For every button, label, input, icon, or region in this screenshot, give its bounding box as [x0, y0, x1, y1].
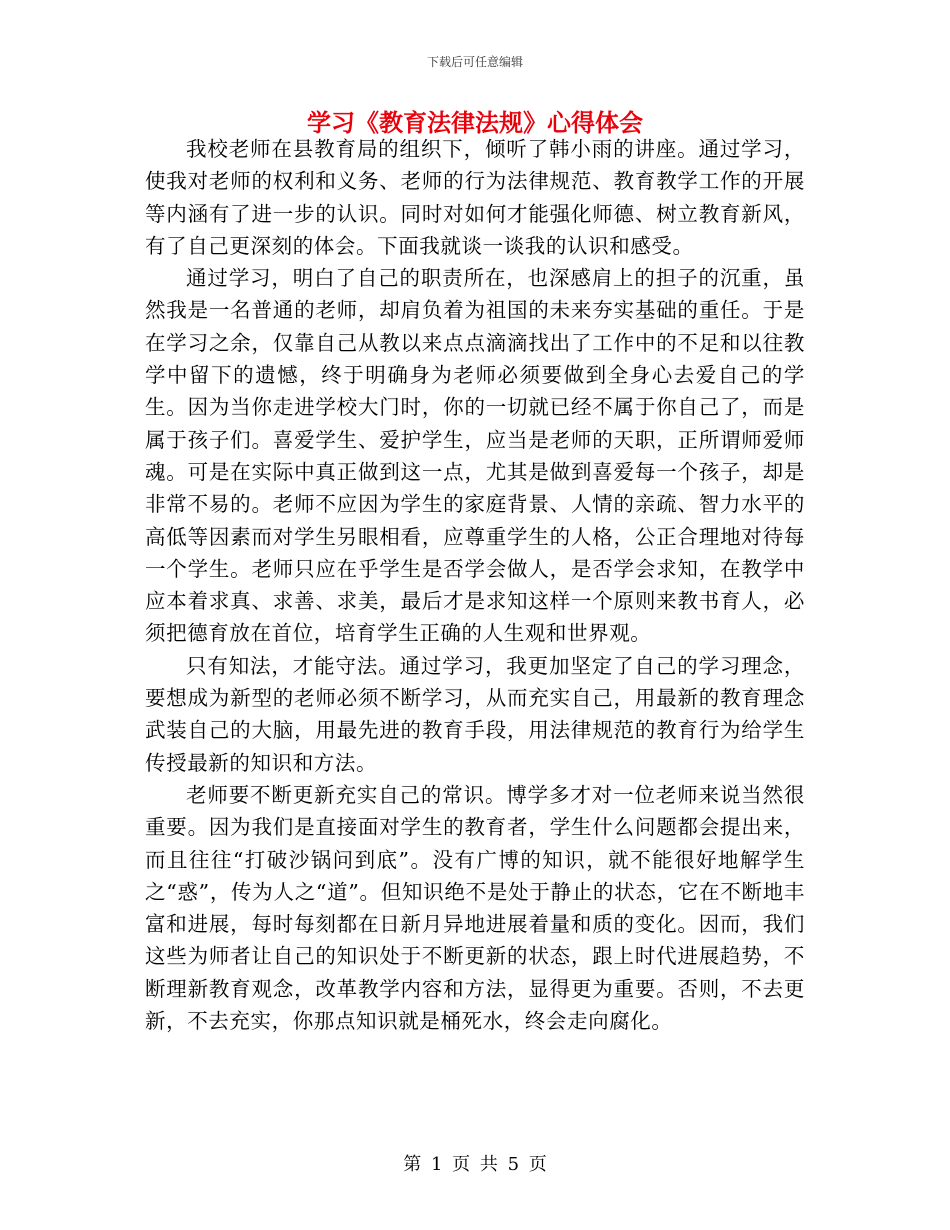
paragraph-2: 通过学习，明白了自己的职责所在，也深感肩上的担子的沉重，虽然我是一名普通的老师，却肩负着为祖国的未来夯实基础的重任。于是在学习之余，仅靠自己从教以来点点滴滴找出了工作中的不足和以往教学中留下的遗憾，终于明确身为老师必须要做到全身心去爱自己的学生。因为当你走进学校大门时，你的一切就已经不属于你自己了，而是属于孩子们。喜爱学生、爱护学生，应当是老师的天职，正所谓师爱师魂。可是在实际中真正做到这一点，尤其是做到喜爱每一个孩子，却是非常不易的。老师不应因为学生的家庭背景、人情的亲疏、智力水平的高低等因素而对学生另眼相看，应尊重学生的人格，公正合理地对待每一个学生。老师只应在乎学生是否学会做人，是否学会求知，在教学中应本着求真、求善、求美，最后才是求知这样一个原则来教书育人，必须把德育放在首位，培育学生正确的人生观和世界观。 [145, 266, 805, 646]
paragraph-1: 我校老师在县教育局的组织下，倾听了韩小雨的讲座。通过学习，使我对老师的权利和义务、老师的行为法律规范、教育教学工作的开展等内涵有了进一步的认识。同时对如何才能强化师德、树立教育新风，有了自己更深刻的体会。下面我就谈一谈我的认识和感受。 [145, 137, 805, 258]
paragraph-4: 老师要不断更新充实自己的常识。博学多才对一位老师来说当然很重要。因为我们是直接面对学生的教育者，学生什么问题都会提出来，而且往往“打破沙锅问到底”。没有广博的知识，就不能很好地解学生之“惑”，传为人之“道”。但知识绝不是处于静止的状态，它在不断地丰富和进展，每时每刻都在日新月异地进展着量和质的变化。因而，我们这些为师者让自己的知识处于不断更新的状态，跟上时代进展趋势，不断理新教育观念，改革教学内容和方法，显得更为重要。否则，不去更新，不去充实，你那点知识就是桶死水，终会走向腐化。 [145, 782, 805, 1034]
page-footer: 第 1 页 共 5 页 [403, 1154, 547, 1175]
header-note: 下载后可任意编辑 [426, 55, 523, 69]
paragraph-3: 只有知法，才能守法。通过学习，我更加坚定了自己的学习理念，要想成为新型的老师必须不断学习，从而充实自己，用最新的教育理念武装自己的大脑，用最先进的教育手段，用法律规范的教育行为给学生传授最新的知识和方法。 [145, 653, 805, 775]
page-title: 学习《教育法律法规》心得体会 [307, 108, 643, 137]
document-body [145, 133, 805, 1037]
